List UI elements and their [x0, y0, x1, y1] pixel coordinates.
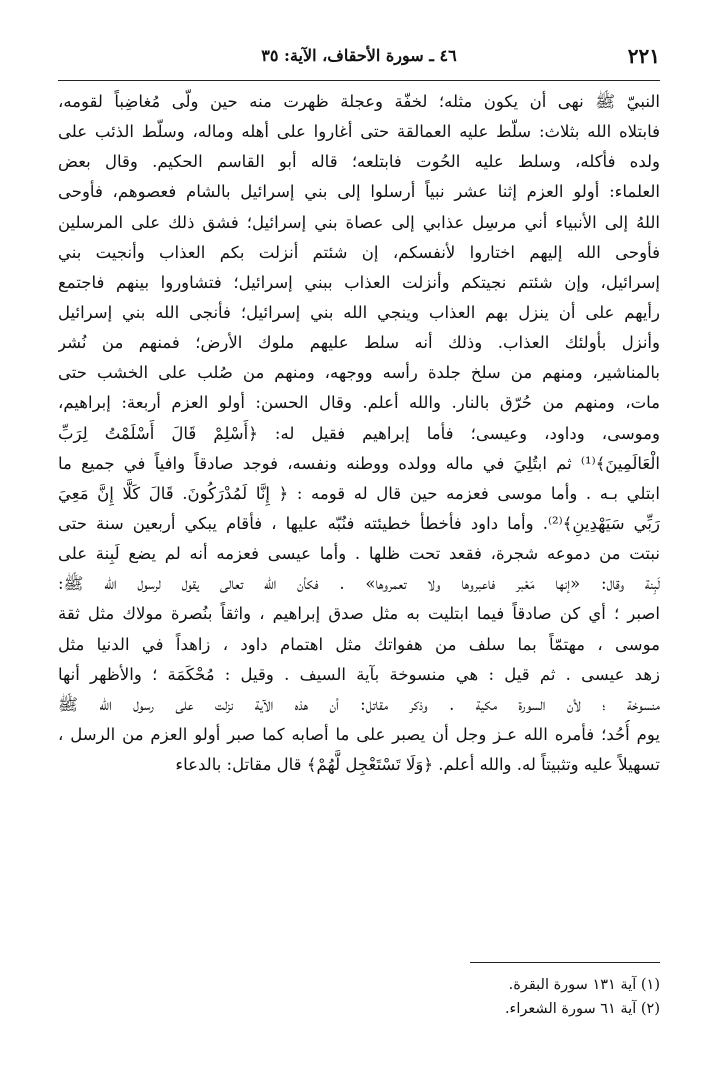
text-line: زهد عيسى . ثم قيل : هي منسوخة بآية السيف . وقيل : مُحْكَمَة ؛ والأظهر أنها [58, 664, 660, 684]
page-number: ٢٢١ [627, 44, 660, 68]
text-line: وأنزل بأولئك العذاب. وذلك أنه سلط عليهم ملوك الأرض؛ فمنهم من نُشر [58, 333, 660, 353]
text-line: فابتلاه الله بثلاث: سلّط عليه العمالقة حتى أغاروا على أهله وماله، وسلّط الذئب على [58, 122, 660, 142]
footnote-2: (٢) آية ٦١ سورة الشعراء. [504, 1001, 660, 1017]
text-line: اللهُ إلى الأنبياء أني مرسِل عذابي إلى عصاة بني إسرائيل؛ فشق ذلك على المرسلين [58, 212, 660, 232]
running-head: ٤٦ ـ سورة الأحقاف، الآية: ٣٥ [261, 46, 457, 65]
text-line: اصبر ؛ أي كن صادقاً فيما ابتليت به مثل صدق إبراهيم ، واثقاً بنُصرة مولاك مثل ثقة [58, 604, 660, 624]
book-page [58, 40, 660, 1070]
text-line: تسهيلاً عليه وتثبيتاً له. والله أعلم. ﴿وَلَا تَسْتَعْجِل لَّهُمْ﴾ قال مقاتل: بالدعاء [175, 755, 660, 775]
text-line: ابتلي بـه . وأما موسى فعزمه حين قال له قومه : ﴿ إِنَّا لَمُدْرَكُونَ. قَالَ كَلَّا إِنَّ مَعِيَ [58, 483, 660, 503]
text-line: يوم أُحُد؛ فأمره الله عـز وجل أن يصبر على ما أصابه كما صبر أولو العزم من الرسل ، [58, 724, 660, 744]
text-line: موسى ، مهتمّاً بما سلف من هفواتك مثل اهتمام داود ، زاهداً في الدنيا مثل [58, 634, 660, 654]
text-line: رَبِّي سَيَهْدِينِ﴾⁽²⁾. وأما داود فأخطأ خطيئته فنُبّه عليها ، فأقام يبكي أربعين سنة حتى [58, 513, 660, 533]
text-line: نبتت من دموعه شجرة، فقعد تحت ظلها . وأما عيسى فعزمه أنه لم يضع لَبِنة على [58, 544, 660, 564]
text-line: مات، ومنهم من حُرّق بالنار. والله أعلم. وقال الحسن: أولو العزم أربعة: إبراهيم، [58, 393, 660, 413]
body-text [58, 87, 660, 780]
text-line: ولده فأكله، وسلط عليه الحُوت فابتلعه؛ قاله أبو القاسم الحكيم. وقال بعض [58, 152, 660, 172]
text-line: لَبِنة وقال: «إنها مَعْبر فاعبروها ولا تعمروها» . فكأن الله تعالى يقول لرسول الله ﷺ: [58, 574, 660, 594]
text-line: منسوخة ؛ لأن السورة مكية . وذكر مقاتل: أن هذه الآية نزلت على رسول الله ﷺ [58, 694, 660, 714]
text-line: العلماء: أولو العزم إثنا عشر نبياً أرسلوا إلى بني إسرائيل بالشام فعصوهم، فأوحى [58, 182, 660, 202]
footnote-1: (١) آية ١٣١ سورة البقرة. [508, 977, 660, 993]
text-line: فأوحى الله إليهم اختاروا لأنفسكم، إن شئتم أنزلت بكم العذاب وأنجيت بني [58, 242, 660, 262]
text-line: بالمناشير، ومنهم من سلخ جلدة رأسه ووجهه، ومنهم من صُلب على الخشب حتى [58, 363, 660, 383]
text-line: الْعَالَمِينَ﴾⁽¹⁾ ثم ابتُلِيَ في ماله وولده ووطنه ونفسه، فوجد صادقاً وافياً في جميع ما [58, 453, 660, 473]
text-line: وموسى، وداود، وعيسى؛ فأما إبراهيم فقيل له: ﴿أَسْلِمْ قَالَ أَسْلَمْتُ لِرَبِّ [58, 423, 660, 443]
page-header [58, 40, 660, 81]
footnote-divider [470, 962, 660, 963]
footnotes [58, 962, 660, 1021]
text-line: رأيهم على أن ينزل بهم العذاب وينجي الله بني إسرائيل؛ فأنجى الله بني إسرائيل [58, 302, 660, 322]
text-line: إسرائيل، وإن شئتم نجيتكم وأنزلت العذاب ببني إسرائيل؛ فتشاوروا بينهم فاجتمع [58, 272, 660, 292]
text-line: النبيّ ﷺ نهى أن يكون مثله؛ لخفّة وعجلة ظهرت منه حين ولّى مُغاضِباً لقومه، [58, 92, 660, 111]
